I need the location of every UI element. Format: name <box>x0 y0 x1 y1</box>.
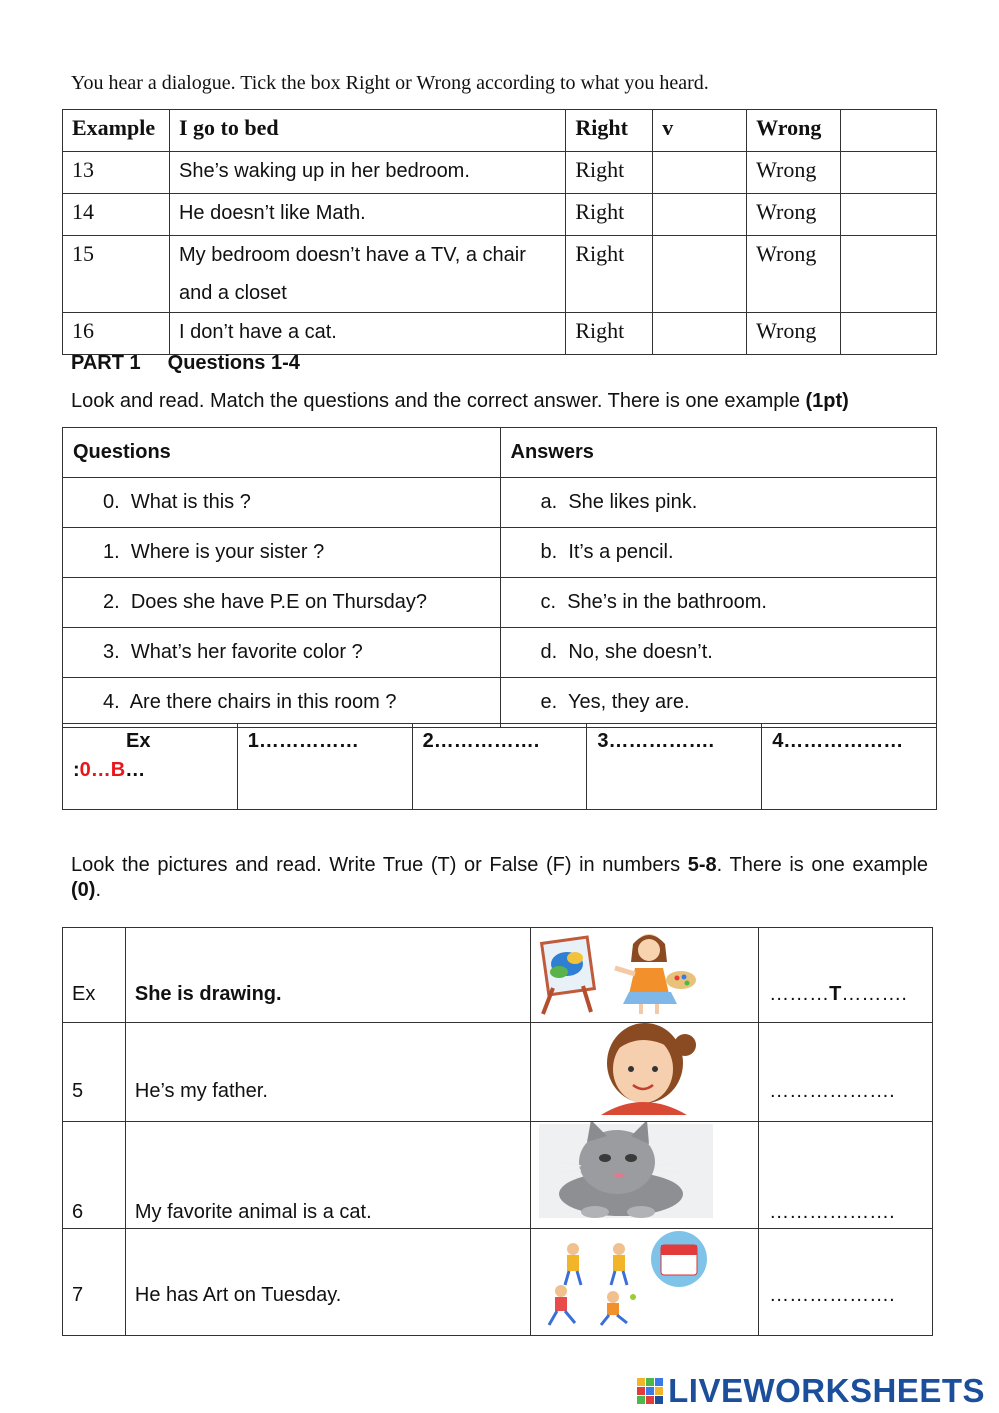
part1-title: PART 1 <box>71 352 141 374</box>
answer-slot-4[interactable]: 4……………… <box>762 724 937 810</box>
match-row <box>63 678 937 728</box>
listening-row <box>63 152 937 194</box>
row-number: 15 <box>63 236 170 313</box>
listening-header-row <box>63 110 937 152</box>
logo-icon <box>637 1378 663 1404</box>
row-sentence: I don’t have a cat. <box>169 313 565 355</box>
answer-text: She likes pink. <box>568 491 698 513</box>
answer-dots: ……… <box>769 983 830 1005</box>
right-label: Right <box>566 313 653 355</box>
wrong-tick-box[interactable] <box>841 194 937 236</box>
question-number: 4. <box>103 691 120 713</box>
row-number: 7 <box>63 1229 126 1336</box>
row-number: 13 <box>63 152 170 194</box>
question-text: Are there chairs in this room ? <box>129 691 397 713</box>
row-number: 16 <box>63 313 170 355</box>
answer-slot-1[interactable]: 1…………… <box>237 724 412 810</box>
cat-icon <box>531 1122 758 1222</box>
answer-letter: c. <box>540 591 557 613</box>
girl-painting-image <box>531 928 759 1023</box>
picture-row <box>63 1229 933 1336</box>
listening-row <box>63 194 937 236</box>
wrong-tick-box[interactable] <box>841 236 937 313</box>
answer-text: She’s in the bathroom. <box>567 591 767 613</box>
row-sentence: She’s waking up in her bedroom. <box>169 152 565 194</box>
picture-row <box>63 1023 933 1122</box>
match-row <box>63 478 937 528</box>
example-colon: : <box>73 759 80 781</box>
answer-text: No, she doesn’t. <box>568 641 713 663</box>
question-number: 3. <box>103 641 120 663</box>
wrong-tick-box[interactable] <box>841 313 937 355</box>
question-cell <box>63 478 501 528</box>
answer-letter: e. <box>540 691 558 713</box>
part1-instruction-text: Look and read. Match the questions and the correct answer. There is one example <box>71 390 806 412</box>
row-sentence: My favorite animal is a cat. <box>125 1122 530 1229</box>
header-tick: v <box>653 110 747 152</box>
woman-portrait-icon <box>531 1023 758 1115</box>
header-blank <box>841 110 937 152</box>
question-cell <box>63 578 501 628</box>
answer-cell <box>500 678 937 728</box>
example-letter: B <box>110 759 126 781</box>
answer-text: Yes, they are. <box>567 691 690 713</box>
part1-points: (1pt) <box>805 390 849 412</box>
question-text: What’s her favorite color ? <box>130 641 363 663</box>
woman-portrait-image <box>531 1023 759 1122</box>
right-tick-box[interactable] <box>653 194 747 236</box>
answer-cell <box>500 528 937 578</box>
listening-row <box>63 313 937 355</box>
answer-field[interactable]: ………………. <box>759 1023 933 1122</box>
match-table <box>62 427 937 728</box>
right-label: Right <box>566 236 653 313</box>
wrong-label: Wrong <box>747 194 841 236</box>
question-number: 2. <box>103 591 120 613</box>
question-text: Where is your sister ? <box>130 541 325 563</box>
match-row <box>63 628 937 678</box>
header-example: Example <box>63 110 170 152</box>
answer-field[interactable]: ………………. <box>759 1229 933 1336</box>
answer-strip <box>62 723 937 810</box>
row-sentence: He doesn’t like Math. <box>169 194 565 236</box>
answer-cell <box>500 628 937 678</box>
answer-field[interactable]: ………………. <box>759 1122 933 1229</box>
header-wrong: Wrong <box>747 110 841 152</box>
part2-instruction <box>71 853 928 903</box>
row-sentence: My bedroom doesn’t have a TV, a chair and a closet <box>169 236 565 313</box>
answer-text: It’s a pencil. <box>568 541 674 563</box>
right-tick-box[interactable] <box>653 236 747 313</box>
picture-row <box>63 928 933 1023</box>
answer-cell <box>500 578 937 628</box>
wrong-label: Wrong <box>747 236 841 313</box>
row-number: 6 <box>63 1122 126 1229</box>
part1-heading <box>71 352 300 375</box>
listening-table <box>62 109 937 355</box>
match-row <box>63 528 937 578</box>
answer-mark: T <box>829 983 842 1005</box>
girl-painting-icon <box>531 928 758 1016</box>
row-number: 5 <box>63 1023 126 1122</box>
part2-range: 5-8 <box>687 854 717 876</box>
right-tick-box[interactable] <box>653 313 747 355</box>
part2-example-ref: (0) <box>71 879 96 901</box>
row-number: 14 <box>63 194 170 236</box>
answer-slot-3[interactable]: 3……………. <box>587 724 762 810</box>
header-right: Right <box>566 110 653 152</box>
picture-row <box>63 1122 933 1229</box>
answer-slot-2[interactable]: 2……………. <box>412 724 587 810</box>
answer-dots-end: ………. <box>841 983 907 1005</box>
part1-instruction <box>71 390 849 413</box>
wrong-tick-box[interactable] <box>841 152 937 194</box>
liveworksheets-logo <box>637 1372 985 1410</box>
part1-questions-label: Questions 1-4 <box>167 352 300 374</box>
example-label: Ex <box>126 730 151 752</box>
listening-row <box>63 236 937 313</box>
kids-sports-icon <box>531 1229 758 1329</box>
part2-instruction-text: Look the pictures and read. Write True (T) or False (F) in numbers <box>71 854 688 876</box>
right-label: Right <box>566 152 653 194</box>
question-number: 1. <box>103 541 120 563</box>
answers-header: Answers <box>500 428 937 478</box>
logo-text: LIVEWORKSHEETS <box>668 1372 985 1409</box>
picture-table <box>62 927 933 1336</box>
example-answer-cell <box>63 724 238 810</box>
question-text: Does she have P.E on Thursday? <box>130 591 427 613</box>
answer-letter: d. <box>540 641 558 663</box>
match-header-row <box>63 428 937 478</box>
answer-letter: b. <box>540 541 558 563</box>
question-cell <box>63 528 501 578</box>
example-answer <box>73 759 227 782</box>
answer-field[interactable] <box>759 928 933 1023</box>
right-label: Right <box>566 194 653 236</box>
right-tick-box[interactable] <box>653 152 747 194</box>
wrong-label: Wrong <box>747 152 841 194</box>
answer-cell <box>500 478 937 528</box>
question-number: 0. <box>103 491 120 513</box>
row-sentence: He has Art on Tuesday. <box>125 1229 530 1336</box>
header-sentence: I go to bed <box>169 110 565 152</box>
example-number: 0… <box>79 759 111 781</box>
question-cell <box>63 678 501 728</box>
part2-period: . <box>95 879 102 901</box>
kids-sports-tuesday-image <box>531 1229 759 1336</box>
wrong-label: Wrong <box>747 313 841 355</box>
row-number: Ex <box>63 928 126 1023</box>
cat-image <box>531 1122 759 1229</box>
questions-header: Questions <box>63 428 501 478</box>
part2-instruction-text-b: . There is one example <box>716 854 929 876</box>
question-text: What is this ? <box>130 491 251 513</box>
row-sentence: He’s my father. <box>125 1023 530 1122</box>
match-row <box>63 578 937 628</box>
listening-instruction: You hear a dialogue. Tick the box Right or Wrong according to what you heard. <box>71 72 709 94</box>
question-cell <box>63 628 501 678</box>
example-dots: … <box>125 759 146 781</box>
row-sentence: She is drawing. <box>125 928 530 1023</box>
answer-letter: a. <box>540 491 558 513</box>
